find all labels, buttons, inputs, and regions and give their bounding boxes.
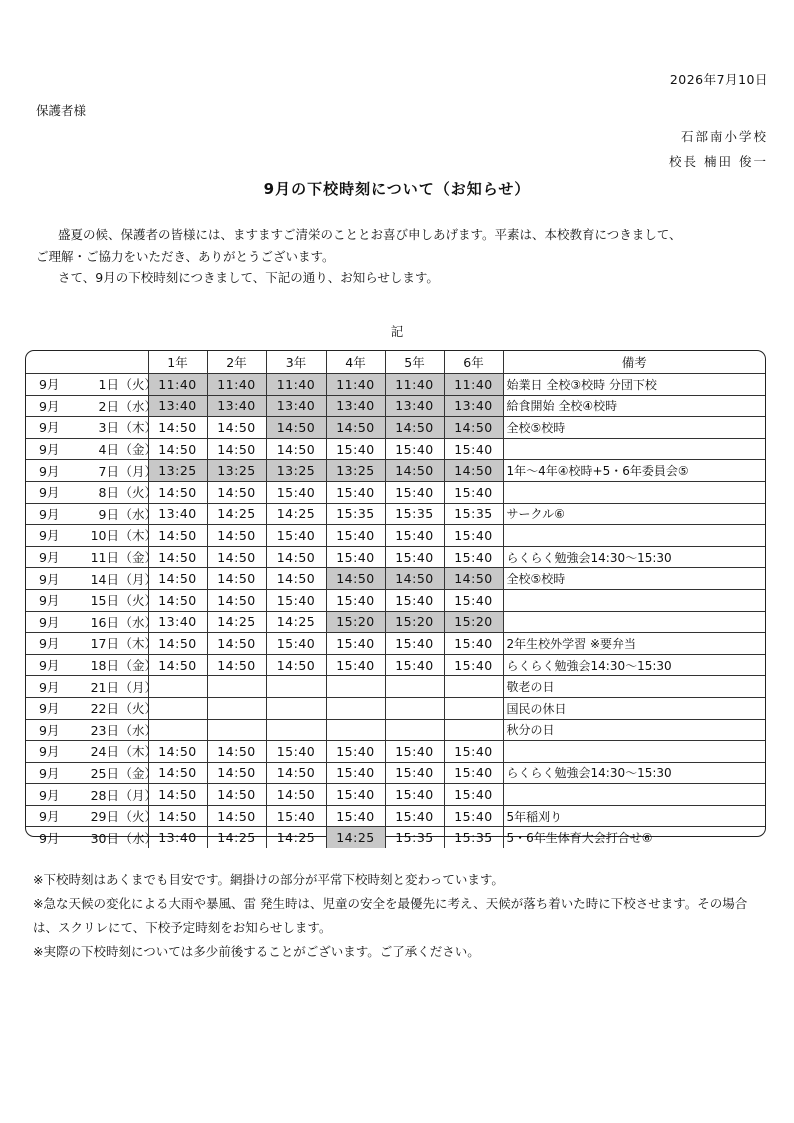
time-cell-grade-6: 15:40 — [444, 762, 503, 784]
note-cell: 5年稲刈り — [503, 805, 765, 827]
time-cell-grade-2: 14:50 — [207, 633, 266, 655]
date-day: 23日 — [90, 722, 119, 738]
date-cell — [26, 589, 157, 611]
time-cell-grade-6: 14:50 — [444, 460, 503, 482]
date-day: 7日 — [98, 463, 119, 479]
time-cell-grade-2: 13:40 — [207, 395, 266, 417]
time-cell-grade-4 — [326, 697, 385, 719]
table-row — [26, 633, 765, 655]
date-day: 10日 — [90, 528, 119, 544]
date-day: 9日 — [98, 506, 119, 522]
date-month: 9月 — [39, 528, 60, 544]
time-cell-grade-4: 15:40 — [326, 589, 385, 611]
table-row — [26, 654, 765, 676]
date-day: 18日 — [90, 658, 119, 674]
header-grade-3: 3年 — [266, 351, 326, 374]
time-cell-grade-4 — [326, 676, 385, 698]
note-cell: 国民の休日 — [503, 697, 765, 719]
body-paragraph-1: 盛夏の候、保護者の皆様には、ますますご清栄のこととお喜び申しあげます。平素は、本校教育につきまして、 — [58, 227, 682, 242]
date-month: 9月 — [39, 571, 60, 587]
date-cell — [26, 805, 157, 827]
date-month: 9月 — [39, 442, 60, 458]
time-cell-grade-1: 14:50 — [148, 417, 207, 439]
time-cell-grade-3 — [266, 676, 326, 698]
date-month: 9月 — [39, 593, 60, 609]
time-cell-grade-5: 14:50 — [385, 417, 444, 439]
time-cell-grade-1: 14:50 — [148, 589, 207, 611]
note-cell — [503, 438, 765, 460]
time-cell-grade-4: 15:40 — [326, 762, 385, 784]
time-cell-grade-5: 15:35 — [385, 503, 444, 525]
table-row — [26, 611, 765, 633]
time-cell-grade-1: 14:50 — [148, 568, 207, 590]
time-cell-grade-1: 13:40 — [148, 611, 207, 633]
school-name: 石部南小学校 — [680, 129, 768, 144]
time-cell-grade-1: 13:40 — [148, 395, 207, 417]
time-cell-grade-6 — [444, 719, 503, 741]
note-cell — [503, 481, 765, 503]
time-cell-grade-4: 14:50 — [326, 568, 385, 590]
table-row — [26, 676, 765, 698]
time-cell-grade-4: 15:40 — [326, 784, 385, 806]
date-day: 4日 — [98, 442, 119, 458]
time-cell-grade-4: 15:40 — [326, 741, 385, 763]
time-cell-grade-2: 14:50 — [207, 568, 266, 590]
note-cell: らくらく勉強会14:30～15:30 — [503, 654, 765, 676]
time-cell-grade-4: 15:35 — [326, 503, 385, 525]
note-cell: 全校⑤校時 — [503, 417, 765, 439]
time-cell-grade-5: 15:40 — [385, 805, 444, 827]
time-cell-grade-5: 15:20 — [385, 611, 444, 633]
date-day: 28日 — [90, 787, 119, 803]
note-cell: サークル⑥ — [503, 503, 765, 525]
time-cell-grade-1: 14:50 — [148, 762, 207, 784]
time-cell-grade-3 — [266, 697, 326, 719]
time-cell-grade-3: 15:40 — [266, 481, 326, 503]
date-weekday: （水） — [119, 830, 157, 846]
date-month: 9月 — [39, 679, 60, 695]
note-cell — [503, 611, 765, 633]
date-day: 11日 — [90, 550, 119, 566]
footnote-3: ※実際の下校時刻については多少前後することがございます。ご了承ください。 — [33, 944, 480, 959]
table-row — [26, 481, 765, 503]
date-cell — [26, 741, 157, 763]
time-cell-grade-6: 15:20 — [444, 611, 503, 633]
date-month: 9月 — [39, 377, 60, 393]
time-cell-grade-1: 13:40 — [148, 503, 207, 525]
time-cell-grade-5: 15:40 — [385, 762, 444, 784]
table-row — [26, 827, 765, 848]
time-cell-grade-6: 15:35 — [444, 503, 503, 525]
time-cell-grade-5: 15:40 — [385, 481, 444, 503]
time-cell-grade-3 — [266, 719, 326, 741]
time-cell-grade-1: 14:50 — [148, 546, 207, 568]
footnotes — [33, 868, 773, 964]
time-cell-grade-5: 15:40 — [385, 438, 444, 460]
note-cell: 2年生校外学習 ※要弁当 — [503, 633, 765, 655]
note-cell: 秋分の日 — [503, 719, 765, 741]
date-cell — [26, 697, 157, 719]
time-cell-grade-1: 14:50 — [148, 741, 207, 763]
time-cell-grade-2: 13:25 — [207, 460, 266, 482]
time-cell-grade-5: 11:40 — [385, 374, 444, 396]
time-cell-grade-2: 11:40 — [207, 374, 266, 396]
time-cell-grade-1: 14:50 — [148, 654, 207, 676]
time-cell-grade-3: 13:25 — [266, 460, 326, 482]
time-cell-grade-2 — [207, 719, 266, 741]
time-cell-grade-6: 15:40 — [444, 589, 503, 611]
date-weekday: （月） — [119, 787, 157, 803]
date-weekday: （木） — [119, 420, 157, 436]
time-cell-grade-1: 14:50 — [148, 633, 207, 655]
date-weekday: （木） — [119, 744, 157, 760]
time-cell-grade-1: 14:50 — [148, 438, 207, 460]
time-cell-grade-4: 15:40 — [326, 633, 385, 655]
footnote-2: ※急な天候の変化による大雨や暴風、雷 発生時は、児童の安全を最優先に考え、天候が落ち着いた時に下校させます。その場合 — [33, 896, 748, 911]
header-grade-2: 2年 — [207, 351, 266, 374]
time-cell-grade-5: 14:50 — [385, 460, 444, 482]
date-day: 24日 — [90, 744, 119, 760]
table-row — [26, 525, 765, 547]
note-cell: 敬老の日 — [503, 676, 765, 698]
date-cell — [26, 784, 157, 806]
note-cell: 全校⑤校時 — [503, 568, 765, 590]
date-month: 9月 — [39, 506, 60, 522]
time-cell-grade-2: 14:50 — [207, 481, 266, 503]
time-cell-grade-6: 13:40 — [444, 395, 503, 417]
date-cell — [26, 503, 157, 525]
time-cell-grade-3: 14:25 — [266, 827, 326, 848]
time-cell-grade-6: 15:40 — [444, 654, 503, 676]
time-cell-grade-6: 14:50 — [444, 568, 503, 590]
date-month: 9月 — [39, 614, 60, 630]
date-weekday: （水） — [119, 398, 157, 414]
time-cell-grade-1: 13:40 — [148, 827, 207, 848]
time-cell-grade-2: 14:50 — [207, 654, 266, 676]
time-cell-grade-5: 15:40 — [385, 784, 444, 806]
time-cell-grade-3: 14:25 — [266, 503, 326, 525]
table-row — [26, 697, 765, 719]
time-cell-grade-2: 14:50 — [207, 741, 266, 763]
date-weekday: （木） — [119, 528, 157, 544]
time-cell-grade-5: 13:40 — [385, 395, 444, 417]
table-row — [26, 503, 765, 525]
time-cell-grade-5 — [385, 676, 444, 698]
time-cell-grade-1: 14:50 — [148, 481, 207, 503]
time-cell-grade-3: 11:40 — [266, 374, 326, 396]
time-cell-grade-1: 14:50 — [148, 525, 207, 547]
time-cell-grade-6: 15:40 — [444, 525, 503, 547]
time-cell-grade-4: 13:25 — [326, 460, 385, 482]
date-month: 9月 — [39, 744, 60, 760]
note-cell: 5・6年生体育大会打合せ⑥ — [503, 827, 765, 848]
date-month: 9月 — [39, 636, 60, 652]
time-cell-grade-6: 15:40 — [444, 546, 503, 568]
date-cell — [26, 525, 157, 547]
body-paragraph-2: ご理解・ご協力をいただき、ありがとうございます。 — [36, 248, 335, 264]
date-cell — [26, 481, 157, 503]
document-title: 9月の下校時刻について（お知らせ） — [263, 180, 531, 198]
date-month: 9月 — [39, 722, 60, 738]
date-month: 9月 — [39, 765, 60, 781]
date-cell — [26, 762, 157, 784]
time-cell-grade-2: 14:50 — [207, 589, 266, 611]
date-weekday: （木） — [119, 636, 157, 652]
note-cell: 給食開始 全校④校時 — [503, 395, 765, 417]
date-weekday: （火） — [119, 377, 157, 393]
time-cell-grade-6: 15:40 — [444, 481, 503, 503]
date-day: 2日 — [98, 398, 119, 414]
footnote-2-cont: は、スクリレにて、下校予定時刻をお知らせします。 — [33, 920, 332, 935]
table-row — [26, 784, 765, 806]
time-cell-grade-4: 15:40 — [326, 546, 385, 568]
note-cell: 始業日 全校③校時 分団下校 — [503, 374, 765, 396]
time-cell-grade-3: 14:25 — [266, 611, 326, 633]
time-cell-grade-1: 11:40 — [148, 374, 207, 396]
time-cell-grade-3: 15:40 — [266, 805, 326, 827]
time-cell-grade-5 — [385, 697, 444, 719]
date-weekday: （金） — [119, 550, 157, 566]
date-month: 9月 — [39, 550, 60, 566]
table-row — [26, 374, 765, 396]
date-weekday: （月） — [119, 679, 157, 695]
time-cell-grade-5: 15:40 — [385, 633, 444, 655]
time-cell-grade-4: 15:20 — [326, 611, 385, 633]
time-cell-grade-2: 14:25 — [207, 827, 266, 848]
date-cell — [26, 546, 157, 568]
time-cell-grade-4 — [326, 719, 385, 741]
time-cell-grade-5: 15:40 — [385, 525, 444, 547]
table-row — [26, 395, 765, 417]
time-cell-grade-1: 14:50 — [148, 784, 207, 806]
date-weekday: （火） — [119, 485, 157, 501]
time-cell-grade-6: 15:40 — [444, 805, 503, 827]
time-cell-grade-1: 14:50 — [148, 805, 207, 827]
time-cell-grade-5: 15:40 — [385, 741, 444, 763]
date-cell — [26, 374, 157, 396]
date-weekday: （水） — [119, 722, 157, 738]
date-cell — [26, 460, 157, 482]
time-cell-grade-3: 14:50 — [266, 568, 326, 590]
time-cell-grade-5: 15:40 — [385, 654, 444, 676]
sender-block — [669, 124, 768, 174]
schedule-body — [26, 374, 765, 849]
date-cell — [26, 417, 157, 439]
time-cell-grade-4: 11:40 — [326, 374, 385, 396]
note-cell — [503, 784, 765, 806]
note-cell: らくらく勉強会14:30～15:30 — [503, 546, 765, 568]
date-weekday: （金） — [119, 442, 157, 458]
time-cell-grade-4: 14:50 — [326, 417, 385, 439]
date-day: 15日 — [90, 593, 119, 609]
date-day: 22日 — [90, 701, 119, 717]
date-cell — [26, 827, 157, 848]
note-cell — [503, 525, 765, 547]
time-cell-grade-5: 14:50 — [385, 568, 444, 590]
time-cell-grade-5: 15:40 — [385, 589, 444, 611]
table-row — [26, 568, 765, 590]
time-cell-grade-1: 13:25 — [148, 460, 207, 482]
header-grade-1: 1年 — [148, 351, 207, 374]
note-cell — [503, 589, 765, 611]
time-cell-grade-6: 11:40 — [444, 374, 503, 396]
date-weekday: （水） — [119, 614, 157, 630]
date-month: 9月 — [39, 701, 60, 717]
time-cell-grade-3: 15:40 — [266, 741, 326, 763]
time-cell-grade-2: 14:50 — [207, 417, 266, 439]
header-grade-5: 5年 — [385, 351, 444, 374]
date-weekday: （月） — [119, 571, 157, 587]
time-cell-grade-2: 14:25 — [207, 611, 266, 633]
header-grade-4: 4年 — [326, 351, 385, 374]
time-cell-grade-3: 14:50 — [266, 654, 326, 676]
time-cell-grade-2: 14:50 — [207, 784, 266, 806]
time-cell-grade-5: 15:40 — [385, 546, 444, 568]
table-row — [26, 546, 765, 568]
date-cell — [26, 633, 157, 655]
date-day: 30日 — [90, 830, 119, 846]
date-day: 14日 — [90, 571, 119, 587]
date-day: 1日 — [98, 377, 119, 393]
schedule-table — [26, 351, 765, 848]
document-date: 2026年7月10日 — [669, 72, 768, 87]
principal-name: 校長 楠田 俊一 — [669, 154, 768, 169]
date-day: 21日 — [90, 679, 119, 695]
date-day: 25日 — [90, 765, 119, 781]
time-cell-grade-2: 14:25 — [207, 503, 266, 525]
note-cell: 1年～4年④校時+5・6年委員会⑤ — [503, 460, 765, 482]
date-weekday: （金） — [119, 765, 157, 781]
date-weekday: （月） — [119, 463, 157, 479]
time-cell-grade-2: 14:50 — [207, 438, 266, 460]
time-cell-grade-2: 14:50 — [207, 805, 266, 827]
time-cell-grade-3: 15:40 — [266, 589, 326, 611]
table-header-row — [26, 351, 765, 374]
time-cell-grade-6: 15:40 — [444, 784, 503, 806]
time-cell-grade-3: 14:50 — [266, 546, 326, 568]
body-paragraph-3: さて、9月の下校時刻につきまして、下記の通り、お知らせします。 — [58, 270, 439, 285]
table-row — [26, 589, 765, 611]
date-weekday: （金） — [119, 658, 157, 674]
body-text — [36, 224, 682, 289]
date-month: 9月 — [39, 398, 60, 414]
date-cell — [26, 395, 157, 417]
footnote-1: ※下校時刻はあくまでも目安です。網掛けの部分が平常下校時刻と変わっています。 — [33, 872, 504, 887]
time-cell-grade-2 — [207, 676, 266, 698]
date-weekday: （水） — [119, 506, 157, 522]
time-cell-grade-2: 14:50 — [207, 525, 266, 547]
header-date — [26, 351, 148, 374]
ki-heading: 記 — [390, 324, 404, 339]
date-month: 9月 — [39, 463, 60, 479]
time-cell-grade-3: 14:50 — [266, 417, 326, 439]
time-cell-grade-6: 15:40 — [444, 438, 503, 460]
time-cell-grade-6: 15:40 — [444, 741, 503, 763]
time-cell-grade-5 — [385, 719, 444, 741]
time-cell-grade-6 — [444, 697, 503, 719]
time-cell-grade-3: 14:50 — [266, 762, 326, 784]
table-row — [26, 438, 765, 460]
schedule-table-frame — [25, 350, 766, 846]
time-cell-grade-5: 15:35 — [385, 827, 444, 848]
header-notes: 備考 — [503, 351, 765, 374]
date-weekday: （火） — [119, 593, 157, 609]
date-day: 16日 — [90, 614, 119, 630]
date-month: 9月 — [39, 809, 60, 825]
date-day: 8日 — [98, 485, 119, 501]
time-cell-grade-4: 15:40 — [326, 481, 385, 503]
time-cell-grade-2: 14:50 — [207, 546, 266, 568]
time-cell-grade-4: 15:40 — [326, 525, 385, 547]
time-cell-grade-4: 15:40 — [326, 438, 385, 460]
time-cell-grade-6: 15:35 — [444, 827, 503, 848]
note-cell — [503, 741, 765, 763]
time-cell-grade-4: 13:40 — [326, 395, 385, 417]
note-cell: らくらく勉強会14:30～15:30 — [503, 762, 765, 784]
date-cell — [26, 438, 157, 460]
time-cell-grade-3: 15:40 — [266, 633, 326, 655]
table-row — [26, 460, 765, 482]
table-row — [26, 762, 765, 784]
time-cell-grade-4: 14:25 — [326, 827, 385, 848]
time-cell-grade-3: 14:50 — [266, 438, 326, 460]
time-cell-grade-3: 13:40 — [266, 395, 326, 417]
time-cell-grade-3: 15:40 — [266, 525, 326, 547]
addressee: 保護者様 — [36, 103, 87, 118]
table-row — [26, 417, 765, 439]
date-month: 9月 — [39, 420, 60, 436]
date-day: 3日 — [98, 420, 119, 436]
time-cell-grade-4: 15:40 — [326, 654, 385, 676]
header-grade-6: 6年 — [444, 351, 503, 374]
date-day: 29日 — [90, 809, 119, 825]
time-cell-grade-6: 15:40 — [444, 633, 503, 655]
date-cell — [26, 568, 157, 590]
date-cell — [26, 611, 157, 633]
time-cell-grade-2: 14:50 — [207, 762, 266, 784]
time-cell-grade-4: 15:40 — [326, 805, 385, 827]
time-cell-grade-6 — [444, 676, 503, 698]
date-weekday: （火） — [119, 809, 157, 825]
date-month: 9月 — [39, 830, 60, 846]
date-month: 9月 — [39, 658, 60, 674]
time-cell-grade-3: 14:50 — [266, 784, 326, 806]
date-weekday: （火） — [119, 701, 157, 717]
date-cell — [26, 719, 157, 741]
time-cell-grade-2 — [207, 697, 266, 719]
table-row — [26, 805, 765, 827]
date-month: 9月 — [39, 787, 60, 803]
date-cell — [26, 654, 157, 676]
date-cell — [26, 676, 157, 698]
date-month: 9月 — [39, 485, 60, 501]
table-row — [26, 741, 765, 763]
date-day: 17日 — [90, 636, 119, 652]
table-row — [26, 719, 765, 741]
time-cell-grade-6: 14:50 — [444, 417, 503, 439]
